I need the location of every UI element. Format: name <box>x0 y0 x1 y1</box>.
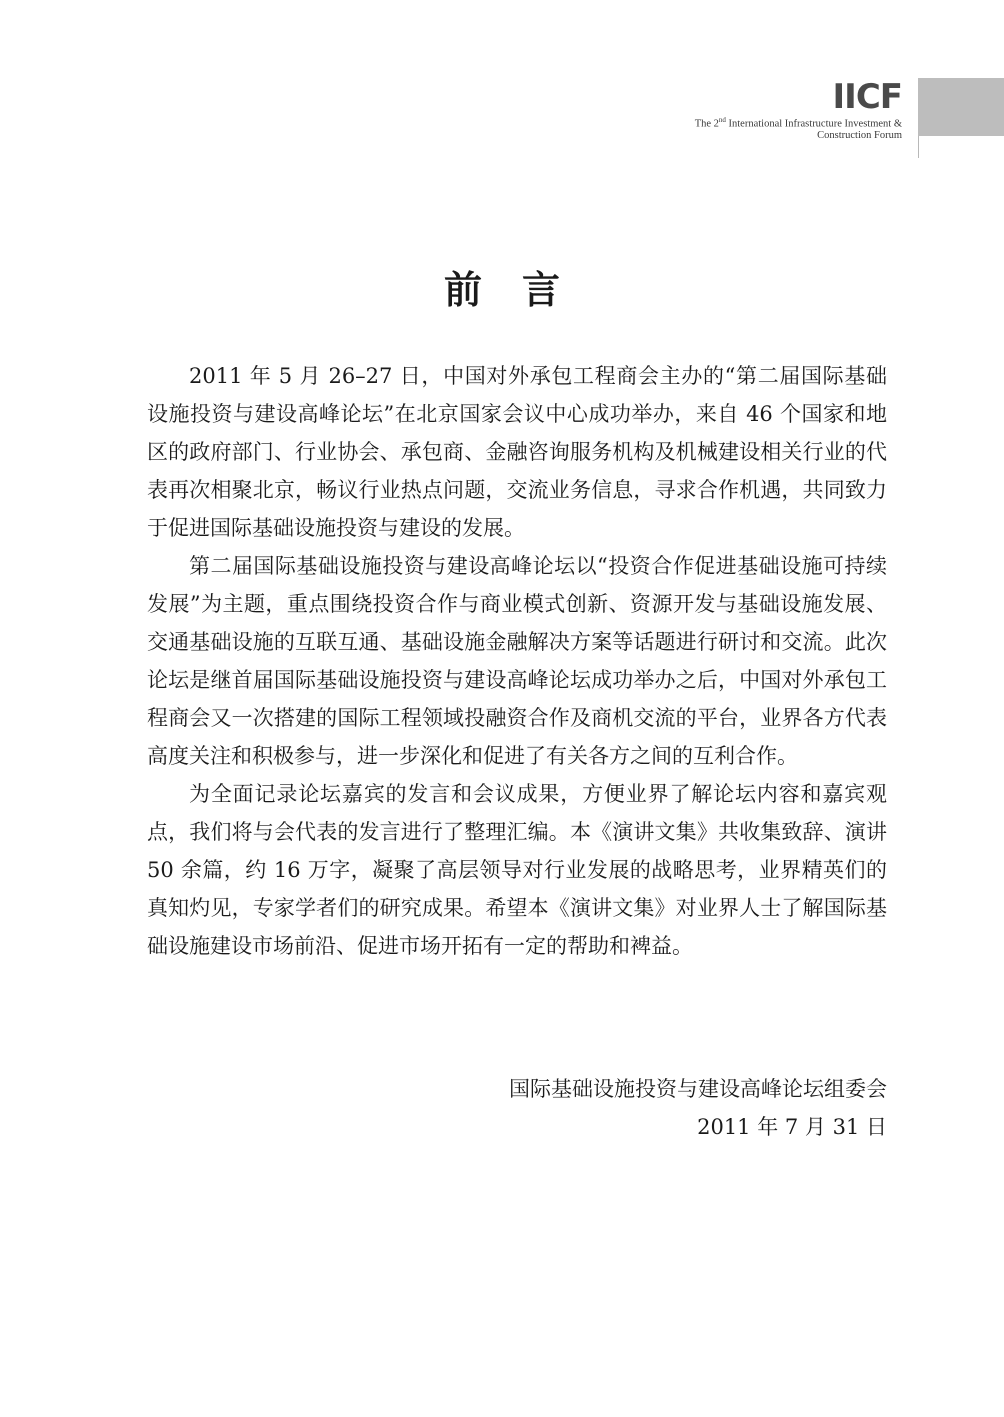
forum-name-prefix: The 2 <box>694 118 719 130</box>
header-gray-block <box>918 78 1004 136</box>
paragraph-1: 2011 年 5 月 26–27 日，中国对外承包工程商会主办的“第二届国际基础设施投资与建设高峰论坛”在北京国家会议中心成功举办，来自 46 个国家和地区的政府部门、行业协会、承包商、金融咨询服务机构及机械建设相关行业的代表再次相聚北京，畅议行业热点问题，交流业务信息，寻求合作机遇，共同致力于促进国际基础设施投资与建设的发展。 <box>147 364 887 540</box>
signature-date: 2011 年 7 月 31 日 <box>697 1115 887 1139</box>
page-title: 前言 <box>443 268 600 312</box>
preface-body <box>147 357 887 965</box>
forum-name-line2: Construction Forum <box>817 129 902 141</box>
paragraph-2: 第二届国际基础设施投资与建设高峰论坛以“投资合作促进基础设施可持续发展”为主题，重点围绕投资合作与商业模式创新、资源开发与基础设施发展、交通基础设施的互联互通、基础设施金融解决方案等话题进行研讨和交流。此次论坛是继首届国际基础设施投资与建设高峰论坛成功举办之后，中国对外承包工程商会又一次搭建的国际工程领域投融资合作及商机交流的平台，业界各方代表高度关注和积极参与，进一步深化和促进了有关各方之间的互利合作。 <box>147 554 887 768</box>
forum-name-ordinal: nd <box>718 116 726 124</box>
forum-name-line1: International Infrastructure Investment & <box>725 118 902 130</box>
running-header <box>640 78 1004 158</box>
forum-name <box>642 115 902 141</box>
signature-block <box>509 1070 887 1146</box>
paragraph-3: 为全面记录论坛嘉宾的发言和会议成果，方便业界了解论坛内容和嘉宾观点，我们将与会代表的发言进行了整理汇编。本《演讲文集》共收集致辞、演讲 50 余篇，约 16 万字，凝聚了高层领导对行业发展的战略思考，业界精英们的真知灼见，专家学者们的研究成果。希望本《演讲文集》对业界人士了解国际基础设施建设市场前沿、促进市场开拓有一定的帮助和裨益。 <box>147 782 887 958</box>
signature-organization: 国际基础设施投资与建设高峰论坛组委会 <box>509 1077 887 1101</box>
iicf-logo: IICF <box>832 77 902 117</box>
